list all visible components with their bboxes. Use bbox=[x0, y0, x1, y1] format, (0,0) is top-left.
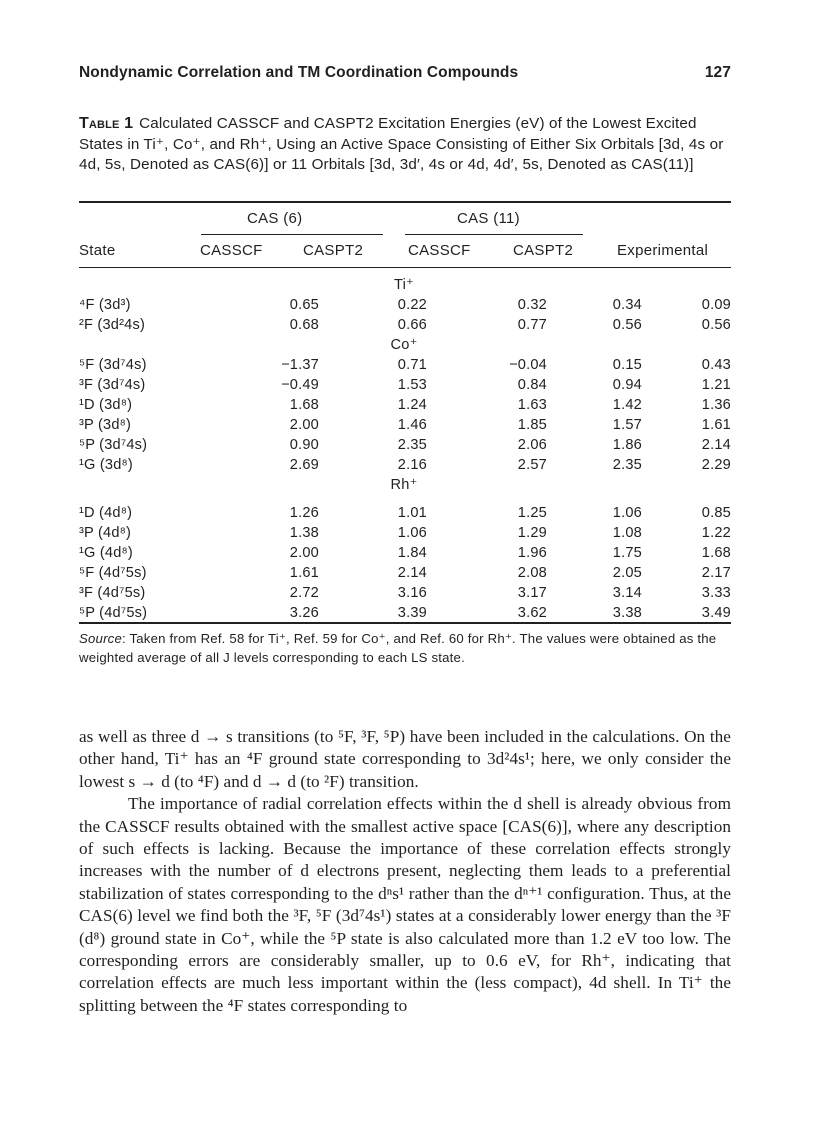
table-row bbox=[79, 375, 731, 395]
value-cell: 2.14 bbox=[397, 565, 427, 581]
table-row bbox=[79, 315, 731, 335]
table-caption bbox=[79, 114, 731, 176]
value-cell: 2.06 bbox=[517, 437, 547, 453]
value-cell: 0.84 bbox=[517, 377, 547, 393]
value-cell: 0.56 bbox=[612, 317, 642, 333]
ion-label: Rh⁺ bbox=[390, 477, 418, 493]
value-cell: 3.14 bbox=[612, 585, 642, 601]
value-cell: 0.90 bbox=[289, 437, 319, 453]
value-cell: 1.01 bbox=[397, 505, 427, 521]
col-header-experimental: Experimental bbox=[617, 242, 709, 259]
state-cell: ³P (3d⁸) bbox=[79, 417, 132, 433]
value-cell: 1.86 bbox=[612, 437, 642, 453]
state-cell: ⁵P (3d⁷4s) bbox=[79, 437, 148, 453]
value-cell: 1.26 bbox=[289, 505, 319, 521]
value-cell: 3.16 bbox=[397, 585, 427, 601]
state-cell: ³P (4d⁸) bbox=[79, 525, 132, 541]
table-row bbox=[79, 523, 731, 543]
col-header-casscf-11: CASSCF bbox=[408, 242, 471, 259]
value-cell: 1.75 bbox=[612, 545, 642, 561]
value-cell: 1.21 bbox=[701, 377, 731, 393]
value-cell: 1.61 bbox=[701, 417, 731, 433]
col-header-caspt2-6: CASPT2 bbox=[303, 242, 364, 259]
value-cell: 2.29 bbox=[701, 457, 731, 473]
value-cell: 2.00 bbox=[289, 417, 319, 433]
value-cell: 1.25 bbox=[517, 505, 547, 521]
group-header-cas6: CAS (6) bbox=[247, 210, 303, 227]
table-row bbox=[79, 503, 731, 523]
body-text bbox=[79, 726, 731, 1017]
value-cell: 1.36 bbox=[701, 397, 731, 413]
value-cell: 3.49 bbox=[701, 605, 731, 621]
value-cell: 0.43 bbox=[701, 357, 731, 373]
group-label-rh bbox=[79, 475, 731, 495]
value-cell: 1.46 bbox=[397, 417, 427, 433]
value-cell: 1.24 bbox=[397, 397, 427, 413]
value-cell: −0.04 bbox=[509, 357, 547, 373]
page-number: 127 bbox=[704, 64, 731, 81]
value-cell: 0.85 bbox=[701, 505, 731, 521]
state-cell: ⁴F (3d³) bbox=[79, 297, 131, 313]
group-label-ti bbox=[79, 275, 731, 295]
value-cell: 0.32 bbox=[517, 297, 547, 313]
source-label: Source bbox=[79, 631, 122, 646]
value-cell: 1.84 bbox=[397, 545, 427, 561]
value-cell: −0.49 bbox=[281, 377, 319, 393]
value-cell: 2.57 bbox=[517, 457, 547, 473]
value-cell: 2.16 bbox=[397, 457, 427, 473]
value-cell: 3.62 bbox=[517, 605, 547, 621]
table-row bbox=[79, 603, 731, 623]
value-cell: 3.38 bbox=[612, 605, 642, 621]
table-row bbox=[79, 415, 731, 435]
table-row bbox=[79, 295, 731, 315]
value-cell: 0.94 bbox=[612, 377, 642, 393]
value-cell: 1.29 bbox=[517, 525, 547, 541]
state-cell: ¹D (3d⁸) bbox=[79, 397, 133, 413]
state-cell: ⁵F (4d⁷5s) bbox=[79, 565, 147, 581]
value-cell: 1.53 bbox=[397, 377, 427, 393]
value-cell: 1.42 bbox=[612, 397, 642, 413]
value-cell: 1.63 bbox=[517, 397, 547, 413]
col-header-caspt2-11: CASPT2 bbox=[513, 242, 574, 259]
group-span-rule-cas11 bbox=[405, 234, 583, 235]
state-cell: ¹G (3d⁸) bbox=[79, 457, 133, 473]
value-cell: 2.69 bbox=[289, 457, 319, 473]
value-cell: 2.17 bbox=[701, 565, 731, 581]
table-label: Table 1 bbox=[79, 115, 134, 132]
value-cell: 0.66 bbox=[397, 317, 427, 333]
table-row bbox=[79, 455, 731, 475]
state-cell: ⁵F (3d⁷4s) bbox=[79, 357, 147, 373]
table-header-rule bbox=[79, 267, 731, 268]
value-cell: 0.68 bbox=[289, 317, 319, 333]
value-cell: 1.38 bbox=[289, 525, 319, 541]
state-cell: ³F (3d⁷4s) bbox=[79, 377, 146, 393]
value-cell: 2.35 bbox=[397, 437, 427, 453]
value-cell: 1.85 bbox=[517, 417, 547, 433]
value-cell: 3.17 bbox=[517, 585, 547, 601]
value-cell: 2.35 bbox=[612, 457, 642, 473]
table-body bbox=[79, 275, 731, 623]
value-cell: 1.22 bbox=[701, 525, 731, 541]
value-cell: 2.14 bbox=[701, 437, 731, 453]
value-cell: 2.05 bbox=[612, 565, 642, 581]
group-header-cas11: CAS (11) bbox=[457, 210, 520, 227]
value-cell: 2.72 bbox=[289, 585, 319, 601]
value-cell: 1.06 bbox=[397, 525, 427, 541]
value-cell: 1.61 bbox=[289, 565, 319, 581]
group-span-rule-cas6 bbox=[201, 234, 383, 235]
value-cell: 1.68 bbox=[701, 545, 731, 561]
ion-label: Co⁺ bbox=[390, 337, 418, 353]
state-cell: ¹G (4d⁸) bbox=[79, 545, 133, 561]
table-row bbox=[79, 435, 731, 455]
value-cell: 1.06 bbox=[612, 505, 642, 521]
state-cell: ²F (3d²4s) bbox=[79, 317, 146, 333]
table-caption-text: Calculated CASSCF and CASPT2 Excitation Energies (eV) of the Lowest Excited States in Ti⁺, Co⁺, and Rh⁺, Using an Active Space Consisting of Either Six Orbitals [3d, 4s or 4d, 5s, Denoted as CAS(6)] or 11 Orbitals [3d, 3d′, 4s or 4d, 4d′, 5s, Denoted as CAS(11)] bbox=[79, 115, 724, 173]
table-row bbox=[79, 395, 731, 415]
table-top-rule bbox=[79, 201, 731, 203]
value-cell: 0.15 bbox=[612, 357, 642, 373]
value-cell: −1.37 bbox=[281, 357, 319, 373]
value-cell: 0.22 bbox=[397, 297, 427, 313]
source-text: : Taken from Ref. 58 for Ti⁺, Ref. 59 for Co⁺, and Ref. 60 for Rh⁺. The values were obtained as the weighted average of all J levels corresponding to each LS state. bbox=[79, 631, 717, 665]
value-cell: 1.68 bbox=[289, 397, 319, 413]
body-paragraph: as well as three d → s transitions (to ⁵F, ³F, ⁵P) have been included in the calculations. On the other hand, Ti⁺ has an ⁴F ground state corresponding to 3d²4s¹; here, we only consider the lowest s → d (to ⁴F) and d → d (to ²F) transition. bbox=[79, 727, 731, 791]
group-label-co bbox=[79, 335, 731, 355]
value-cell: 1.08 bbox=[612, 525, 642, 541]
body-paragraph: The importance of radial correlation effects within the d shell is already obvious from the CASSCF results obtained with the smallest active space [CAS(6)], where any description of such effects is lacking. Because the importance of these correlation effects strongly increases with the number of d electrons present, neglecting them leads to a preferential stabilization of states corresponding to the dⁿs¹ rather than the dⁿ⁺¹ configuration. Thus, at the CAS(6) level we find both the ³F, ⁵F (3d⁷4s¹) states at a considerably lower energy than the ³F (d⁸) ground state in Co⁺, while the ⁵P state is also calculated more than 1.2 eV too low. The corresponding errors are considerably smaller, up to 0.6 eV, for Rh⁺, indicating that correlation effects are much less important within the (less compact), 4d shell. In Ti⁺ the splitting between the ⁴F states corresponding to bbox=[79, 794, 731, 1015]
value-cell: 2.08 bbox=[517, 565, 547, 581]
value-cell: 1.96 bbox=[517, 545, 547, 561]
table-bottom-rule bbox=[79, 622, 731, 624]
state-cell: ³F (4d⁷5s) bbox=[79, 585, 146, 601]
value-cell: 3.39 bbox=[397, 605, 427, 621]
value-cell: 1.57 bbox=[612, 417, 642, 433]
table-row bbox=[79, 583, 731, 603]
value-cell: 0.09 bbox=[701, 297, 731, 313]
running-head bbox=[79, 64, 731, 82]
table-source-note bbox=[79, 629, 731, 667]
state-cell: ⁵P (4d⁷5s) bbox=[79, 605, 148, 621]
table-row bbox=[79, 543, 731, 563]
value-cell: 0.71 bbox=[397, 357, 427, 373]
value-cell: 3.33 bbox=[701, 585, 731, 601]
table-row bbox=[79, 563, 731, 583]
value-cell: 3.26 bbox=[289, 605, 319, 621]
value-cell: 0.77 bbox=[517, 317, 547, 333]
ion-label: Ti⁺ bbox=[394, 277, 414, 293]
value-cell: 0.65 bbox=[289, 297, 319, 313]
value-cell: 0.56 bbox=[701, 317, 731, 333]
table-row bbox=[79, 355, 731, 375]
value-cell: 0.34 bbox=[612, 297, 642, 313]
running-head-title: Nondynamic Correlation and TM Coordination Compounds bbox=[79, 64, 519, 81]
col-header-state: State bbox=[79, 242, 116, 259]
value-cell: 2.00 bbox=[289, 545, 319, 561]
state-cell: ¹D (4d⁸) bbox=[79, 505, 133, 521]
col-header-casscf-6: CASSCF bbox=[200, 242, 263, 259]
